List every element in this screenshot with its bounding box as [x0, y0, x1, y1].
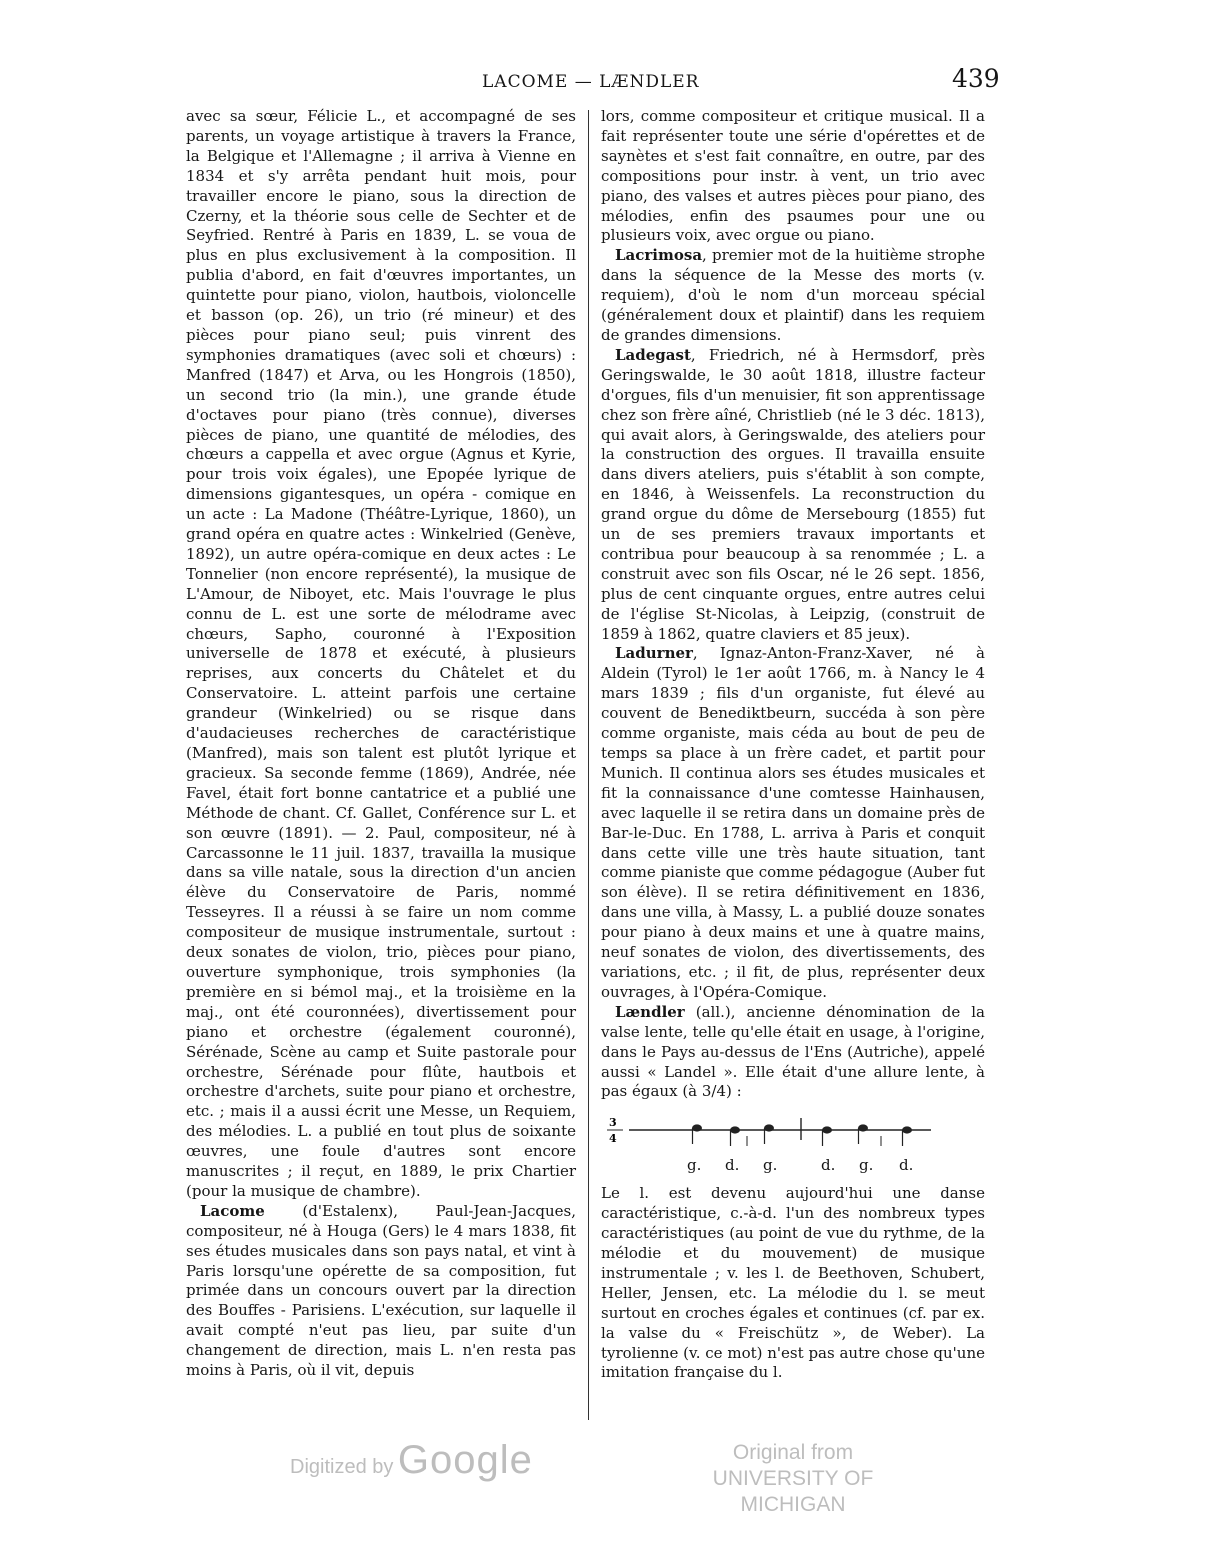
paragraph-continued [601, 107, 985, 246]
dictionary-entry-ladurner [601, 644, 985, 1002]
left-column [186, 107, 576, 1381]
university-label: UNIVERSITY OF MICHIGAN [712, 1467, 874, 1516]
dictionary-entry-laendler [601, 1003, 985, 1103]
google-logo: Google [397, 1438, 533, 1482]
entry-headword: Lacome [200, 1201, 265, 1220]
page-header [0, 64, 1207, 100]
paragraph-text: lors, comme compositeur et critique musical. Il a fait représenter toute une série d'opérettes et de saynètes et s'est fait connaître, en outre, par des compositions pour instr. à vent, un trio avec piano, des valses et autres pièces pour piano, des mélodies, enfin des psaumes pour une ou plusieurs voix, avec orgue ou piano. [601, 107, 985, 245]
entry-headword: Lændler [615, 1002, 685, 1021]
page-number: 439 [952, 64, 1000, 93]
note-1 [692, 1125, 702, 1145]
entry-headword: Ladegast [615, 345, 691, 364]
entry-text: (d'Estalenx), Paul-Jean-Jacques, compositeur, né à Houga (Gers) le 4 mars 1838, fit ses études musicales dans son pays natal, et vint à Paris lorsqu'une opérette de sa composition, fut primée dans un concours ouvert par la direction des Bouffes - Parisiens. L'exécution, sur laquelle il avait compté n'eut pas lieu, par suite d'un changement de direction, mais L. n'en resta pas moins à Paris, où il vit, depuis [186, 1201, 576, 1380]
paragraph-text: Le l. est devenu aujourd'hui une danse caractéristique, c.-à-d. l'un des nombreux types caractéristiques (au point de vue du rythme, de la mélodie et du mouvement) de musique instrumentale ; v. les l. de Beethoven, Schubert, Heller, Jensen, etc. La mélodie du l. se meut surtout en croches égales et continues (cf. par ex. la valse du « Freischütz », de Weber). La tyrolienne (v. ce mot) n'est pas autre chose qu'une imitation française du l. [601, 1184, 985, 1382]
music-notation-figure [601, 1108, 941, 1156]
note-label: g. [763, 1156, 778, 1175]
dictionary-entry-ladegast [601, 346, 985, 645]
right-column [601, 107, 985, 1383]
note-6 [902, 1127, 912, 1147]
note-label: d. [725, 1156, 740, 1175]
note-label: g. [859, 1156, 874, 1175]
column-divider [588, 110, 589, 1420]
paragraph-text: avec sa sœur, Félicie L., et accompagné de ses parents, un voyage artistique à travers la France, la Belgique et l'Allemagne ; il arriva à Vienne en 1834 et s'y arrêta pendant huit mois, pour travailler encore le piano, sous la direction de Czerny, et la théorie sous celle de Sechter et de Seyfried. Rentré à Paris en 1839, L. se voua de plus en plus exclusivement à la composition. Il publia d'abord, en fait d'œuvres importantes, un quintette pour piano, violon, hautbois, violoncelle et basson (op. 26), un trio (ré mineur) et des pièces pour piano seul; puis vinrent des symphonies dramatiques (avec soli et chœurs) : Manfred (1847) et Arva, ou les Hongrois (1850), un second trio (la min.), une grande étude d'octaves pour piano (très connue), diverses pièces de piano, une quantité de mélodies, des chœurs a cappella et avec orgue (Agnus et Kyrie, pour trois voix égales), une Epopée lyrique de dimensions gigantesques, un opéra - comique en un acte : La Madone (Théâtre-Lyrique, 1860), un grand opéra en quatre actes : Winkelried (Genève, 1892), un autre opéra-comique en deux actes : Le Tonnelier (non encore représenté), la musique de L'Amour, de Niboyet, etc. Mais l'ouvrage le plus connu de L. est une sorte de mélodrame avec chœurs, Sapho, couronné à l'Exposition universelle de 1878 et exécuté, à plusieurs reprises, aux concerts du Châtelet et du Conservatoire. L. atteint parfois une certaine grandeur (Winkelried) ou se risque dans d'audacieuses recherches de caractéristique (Manfred), mais son talent est plutôt lyrique et gracieux. Sa seconde femme (1869), Andrée, née Favel, était fort bonne cantatrice et a publié une Méthode de chant. Cf. Gallet, Conférence sur L. et son œuvre (1891). — 2. Paul, compositeur, né à Carcassonne le 11 juil. 1837, travailla la musique dans sa ville natale, sous la direction d'un ancien élève du Conservatoire de Paris, nommé Tesseyres. Il a réussi à se faire un nom comme compositeur de musique instrumentale, surtout : deux sonates de violon, trio, pièces pour piano, ouverture symphonique, trois symphonies (la première en si bémol maj., et la troisième en la maj., ont été couronnées), divertissement pour piano et orchestre (également couronné), Sérénade, Scène au camp et Suite pastorale pour orchestre, Sérénade pour flûte, hautbois et orchestre d'archets, suite pour piano et orchestre, etc. ; mais il a aussi écrit une Messe, un Requiem, des mélodies. L. a publié en tout plus de soixante œuvres, une foule d'autres sont encore manuscrites ; il reçut, en 1889, le prix Chartier (pour la musique de chambre). [186, 107, 576, 1200]
digitized-by-google-watermark [290, 1438, 533, 1483]
paragraph-continued [186, 107, 576, 1202]
note-label: d. [821, 1156, 836, 1175]
dictionary-entry-lacome [186, 1202, 576, 1381]
note-label: g. [687, 1156, 702, 1175]
paragraph-laendler-continued [601, 1184, 985, 1383]
entry-text: , premier mot de la huitième strophe dans la séquence de la Messe des morts (v. requiem), d'où le nom d'un morceau spécial (généralement doux et plaintif) dans les requiem de grandes dimensions. [601, 246, 985, 344]
dictionary-entry-lacrimosa [601, 246, 985, 346]
time-signature-bottom: 4 [609, 1132, 617, 1146]
entry-headword: Ladurner [615, 644, 693, 663]
running-title: LACOME — LÆNDLER [482, 72, 700, 92]
note-labels [601, 1156, 941, 1176]
original-from-watermark [668, 1440, 918, 1518]
digitized-prefix: Digitized by [290, 1456, 394, 1478]
original-from-label: Original from [732, 1441, 854, 1464]
entry-text: , Friedrich, né à Hermsdorf, près Geringswalde, le 30 août 1818, illustre facteur d'orgues, fils d'un menuisier, fit son apprentissage chez son frère aîné, Christlieb (né le 3 déc. 1813), qui avait alors, à Geringswalde, des ateliers pour la construction des orgues. Il travailla ensuite dans divers ateliers, puis s'établit à son compte, en 1846, à Weissenfels. La reconstruction du grand orgue du dôme de Mersebourg (1855) fut un de ses premiers travaux importants et contribua pour beaucoup à sa renommée ; L. a construit avec son fils Oscar, né le 26 sept. 1856, plus de cent cinquante orgues, entre autres celui de l'église St-Nicolas, à Leipzig, (construit de 1859 à 1862, quatre claviers et 85 jeux). [601, 345, 985, 643]
entry-text: , Ignaz-Anton-Franz-Xaver, né à Aldein (Tyrol) le 1er août 1766, m. à Nancy le 4 mars 1839 ; fils d'un organiste, fut élevé au couvent de Benediktbeurn, succéda à son père comme organiste, mais céda au bout de peu de temps sa place à un frère cadet, et partit pour Munich. Il continua alors ses études musicales et fit la connaissance d'une comtesse Hainhausen, avec laquelle il se retira dans un domaine près de Bar-le-Duc. En 1788, L. arriva à Paris et conquit dans cette ville une très haute situation, tant comme pianiste que comme pédagogue (Auber fut son élève). Il se retira définitivement en 1836, dans une villa, à Massy, L. a publié douze sonates pour piano à deux mains et une à quatre mains, neuf sonates de violon, des divertissements, des variations, etc. ; il fit, de plus, représenter deux ouvrages, à l'Opéra-Comique. [601, 644, 985, 1001]
note-4 [822, 1127, 832, 1147]
note-5 [858, 1125, 881, 1147]
music-example [601, 1108, 985, 1180]
entry-text: (all.), ancienne dénomination de la valse lente, telle qu'elle était en usage, à l'origine, dans le Pays au-dessus de l'Ens (Autriche), appelé aussi « Landel ». Elle était d'une allure lente, à pas égaux (à 3/4) : [601, 1002, 985, 1101]
entry-headword: Lacrimosa [615, 246, 703, 265]
note-label: d. [899, 1156, 914, 1175]
note-3 [764, 1125, 774, 1145]
time-signature-top: 3 [609, 1116, 617, 1130]
